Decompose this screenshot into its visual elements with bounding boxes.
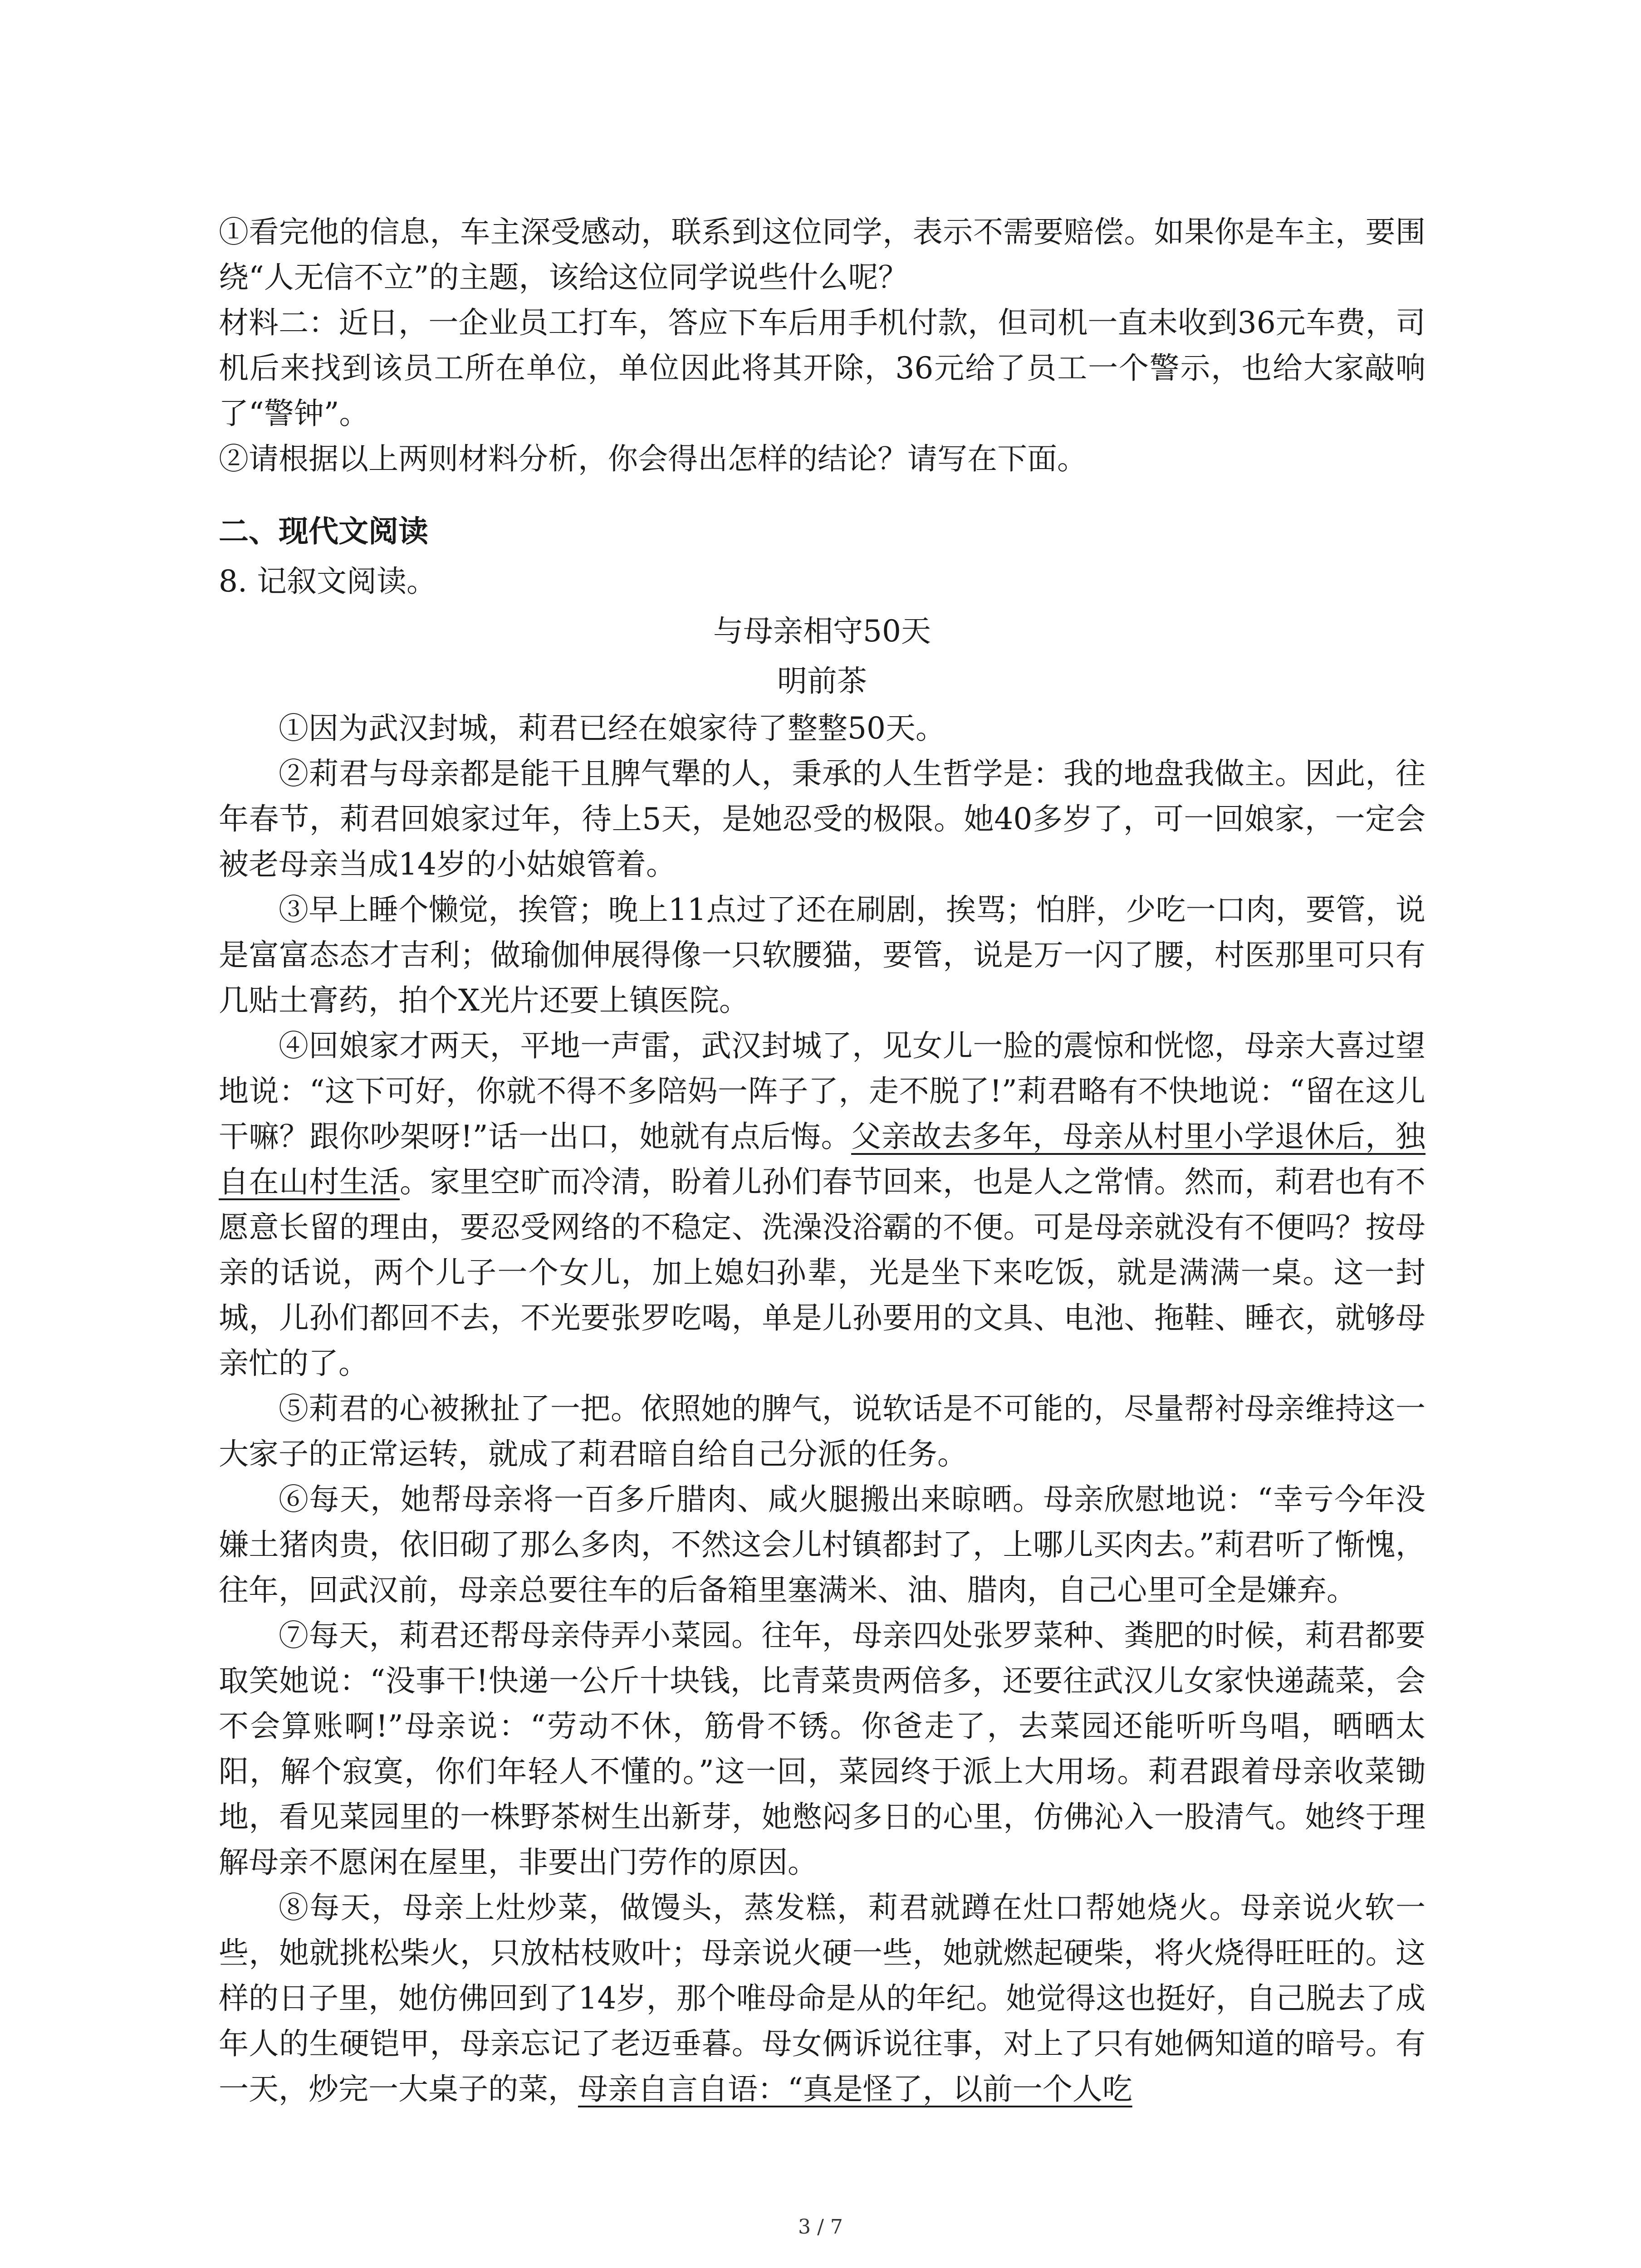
article-paragraph-3: ③早上睡个懒觉，挨管；晚上11点过了还在刷剧，挨骂；怕胖，少吃一口肉，要管，说是富富态态才吉利；做瑜伽伸展得像一只软腰猫，要管，说是万一闪了腰，村医那里可只有几贴土膏药，拍个X光片还要上镇医院。 bbox=[219, 892, 1425, 1018]
page-content bbox=[219, 210, 1425, 2112]
material-two-text: 材料二：近日，一企业员工打车，答应下车后用手机付款，但司机一直未收到36元车费，司机后来找到该员工所在单位，单位因此将其开除，36元给了员工一个警示，也给大家敲响了“警钟”。 bbox=[219, 305, 1425, 431]
paragraph-4-text-b: 。家里空旷而冷清，盼着儿孙们春节回来，也是人之常情。然而，莉君也有不愿意长留的理由，要忍受网络的不稳定、洗澡没浴霸的不便。可是母亲就没有不便吗？按母亲的话说，两个儿子一个女儿，加上媳妇孙辈，光是坐下来吃饭，就是满满一桌。这一封城，儿孙们都回不去，不光要张罗吃喝，单是儿孙要用的文具、电池、拖鞋、睡衣，就够母亲忙的了。 bbox=[219, 1164, 1426, 1381]
paragraph-4-text-a: ④回娘家才两天，平地一声雷，武汉封城了，见女儿一脸的震惊和恍惚，母亲大喜过望地说：“这下可好，你就不得不多陪妈一阵子了，走不脱了!”莉君略有不快地说：“留在这儿干嘛？跟你吵架呀!”话一出口，她就有点后悔。 bbox=[219, 1028, 1425, 1154]
article-paragraph-7: ⑦每天，莉君还帮母亲侍弄小菜园。往年，母亲四处张罗菜种、粪肥的时候，莉君都要取笑她说：“没事干!快递一公斤十块钱，比青菜贵两倍多，还要往武汉儿女家快递蔬菜，会不会算账啊!”母亲说：“劳动不休，筋骨不锈。你爸走了，去菜园还能听听鸟唱，晒晒太阳，解个寂寞，你们年轻人不懂的。”这一回，菜园终于派上大用场。莉君跟着母亲收菜锄地，看见菜园里的一株野茶树生出新芽，她憋闷多日的心里，仿佛沁入一股清气。她终于理解母亲不愿闲在屋里，非要出门劳作的原因。 bbox=[219, 1618, 1425, 1880]
article-paragraph-5: ⑤莉君的心被揪扯了一把。依照她的脾气，说软话是不可能的，尽量帮衬母亲维持这一大家子的正常运转，就成了莉君暗自给自己分派的任务。 bbox=[219, 1391, 1425, 1471]
article-paragraph-6: ⑥每天，她帮母亲将一百多斤腊肉、咸火腿搬出来晾晒。母亲欣慰地说：“幸亏今年没嫌土猪肉贵，依旧砌了那么多肉，不然这会儿村镇都封了，上哪儿买肉去。”莉君听了惭愧，往年，回武汉前，母亲总要往车的后备箱里塞满米、油、腊肉，自己心里可全是嫌弃。 bbox=[219, 1482, 1425, 1608]
paragraph-8-underlined-sentence: 母亲自言自语：“真是怪了，以前一个人吃 bbox=[578, 2072, 1132, 2107]
page-number: 3 / 7 bbox=[798, 2215, 843, 2239]
material-one-task: ①看完他的信息，车主深受感动，联系到这位同学，表示不需要赔偿。如果你是车主，要围绕“人无信不立”的主题，该给这位同学说些什么呢？ bbox=[219, 215, 1425, 295]
article-author: 明前茶 bbox=[777, 664, 867, 699]
paragraph-8-text-a: ⑧每天，母亲上灶炒菜，做馒头，蒸发糕，莉君就蹲在灶口帮她烧火。母亲说火软一些，她就挑松柴火，只放枯枝败叶；母亲说火硬一些，她就燃起硬柴，将火烧得旺旺的。这样的日子里，她仿佛回到了14岁，那个唯母命是从的年纪。她觉得这也挺好，自己脱去了成年人的生硬铠甲，母亲忘记了老迈垂暮。母女俩诉说往事，对上了只有她俩知道的暗号。有一天，炒完一大桌子的菜， bbox=[219, 1890, 1425, 2107]
question-8-label: 8. 记叙文阅读。 bbox=[219, 564, 436, 599]
article-title: 与母亲相守50天 bbox=[713, 614, 931, 649]
article-paragraph-1: ①因为武汉封城，莉君已经在娘家待了整整50天。 bbox=[279, 711, 945, 746]
article-paragraph-2: ②莉君与母亲都是能干且脾气犟的人，秉承的人生哲学是：我的地盘我做主。因此，往年春节，莉君回娘家过年，待上5天，是她忍受的极限。她40多岁了，可一回娘家，一定会被老母亲当成14岁的小姑娘管着。 bbox=[219, 756, 1425, 882]
paragraph-4-underlined-sentence: 父亲故去多年，母亲从村里小学退休后，独自在山村生活 bbox=[219, 1119, 1426, 1199]
article-paragraph-8 bbox=[219, 1885, 1425, 2112]
section-heading: 二、现代文阅读 bbox=[219, 514, 428, 549]
article-paragraph-4 bbox=[219, 1023, 1425, 1386]
material-two-task: ②请根据以上两则材料分析，你会得出怎样的结论？请写在下面。 bbox=[219, 441, 1087, 476]
